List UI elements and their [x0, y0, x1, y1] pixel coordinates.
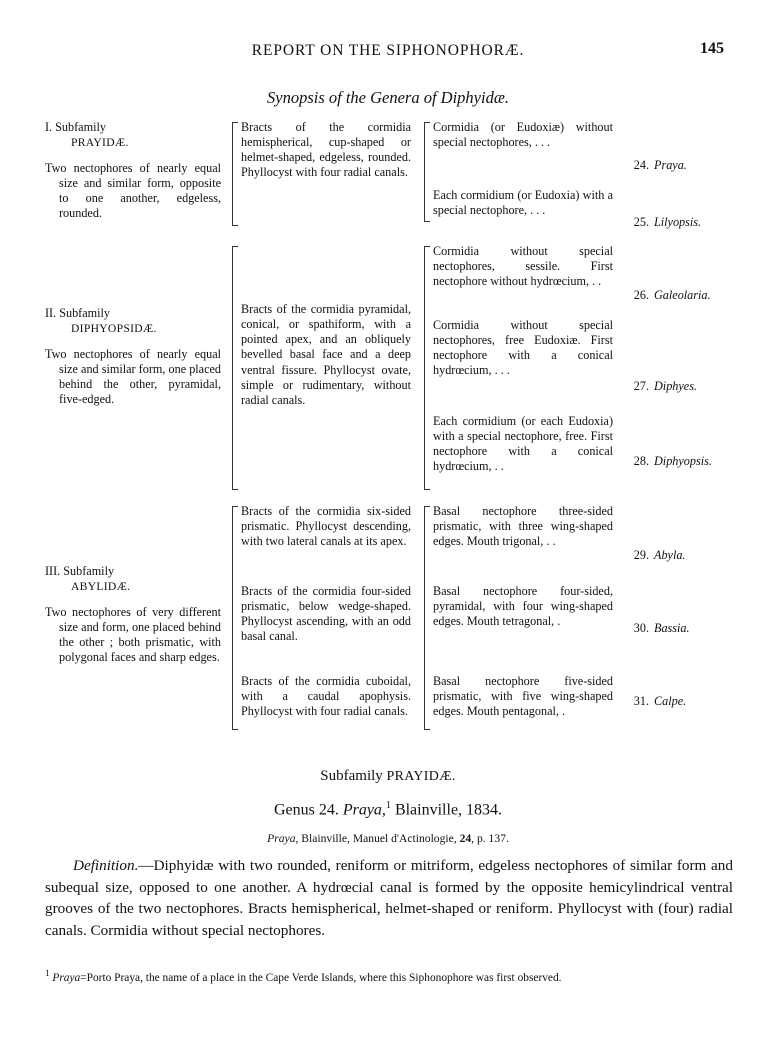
nectophore-text: Each cormidium (or Eudoxia) with a special nectophore, . . . [433, 188, 613, 218]
synopsis-title: Synopsis of the Genera of Diphyidæ. [267, 88, 509, 107]
subfamily-heading-lower [0, 768, 776, 785]
brace-right-rule [424, 246, 425, 490]
bracts-text: Bracts of the cormidia six-sided prismatic. Phyllocyst descending, with two lateral canals at its apex. [241, 504, 411, 549]
brace-left-rule [232, 246, 233, 490]
bracts-text: Bracts of the cormidia cuboidal, with a caudal apophysis. Phyllocyst with four radial canals. [241, 674, 411, 719]
bracts-text: Bracts of the cormidia pyramidal, conical, or spathiform, with a pointed apex, and an obliquely bevelled basal face and a deep ventral fissure. Phyllocyst ovate, simple or rudimentary, without radial canals. [241, 302, 411, 407]
brace-right-rule [424, 122, 425, 222]
bracts-text: Bracts of the cormidia four-sided prismatic, below wedge-shaped. Phyllocyst ascending, with an odd basal canal. [241, 584, 411, 644]
reference-end: , p. 137. [471, 832, 509, 845]
genus-name: Praya. [654, 158, 687, 172]
subfamily-name: DIPHYOPSIDÆ. [71, 322, 157, 336]
genus-number: 29. [633, 548, 649, 562]
genus-heading [0, 800, 776, 819]
nectophore-cell [433, 504, 619, 734]
definition-lead: Definition. [73, 857, 139, 874]
genus-entry [623, 694, 735, 709]
brace-right [419, 120, 433, 238]
running-head: REPORT ON THE SIPHONOPHORÆ. [251, 42, 525, 59]
page-number: 145 [700, 40, 724, 57]
genus-name: Galeolaria. [654, 288, 711, 302]
nectophore-text: Cormidia (or Eudoxiæ) without special nectophores, . . . [433, 120, 613, 150]
genus-entry [623, 288, 735, 303]
brace-left [227, 244, 241, 494]
reference-genus: Praya [267, 832, 296, 845]
subfamily-heading [45, 564, 221, 595]
genus-name: Diphyes. [654, 379, 697, 394]
subfamily-number: III. Subfamily [45, 564, 115, 578]
nectophore-cell [433, 120, 619, 238]
brace-right-rule [424, 506, 425, 730]
nectophore-text: Each cormidium (or each Eudoxia) with a special nectophore, free. First nectophore with a conical hydrœcium, . . [433, 414, 613, 474]
genus-name: Lilyopsis. [654, 215, 702, 230]
subfamily-cell [45, 120, 227, 238]
genus-name: Bassia. [654, 621, 690, 636]
bracts-cell [241, 504, 419, 734]
footnote-mark: 1 [45, 968, 50, 978]
subfamily-heading [45, 120, 221, 151]
genus-heading-prefix: Genus 24. [273, 801, 343, 819]
nectophore-text: Basal nectophore five-sided prismatic, with five wing-shaped edges. Mouth pentagonal, . [433, 674, 613, 719]
reference-rest: , Blainville, Manuel d'Actinologie, [295, 832, 460, 845]
genus-entry [623, 158, 735, 173]
genus-number: 28. [633, 454, 649, 469]
definition-paragraph [45, 855, 733, 941]
synopsis-table [45, 120, 735, 734]
genus-cell [619, 504, 735, 734]
genus-name: Calpe. [654, 694, 687, 709]
bracts-cell [241, 120, 419, 238]
subfamily-cell [45, 244, 227, 494]
nectophore-text: Cormidia without special nectophores, free Eudoxiæ. First nectophore with a conical hydrœcium, . . . [433, 318, 613, 378]
brace-right [419, 504, 433, 734]
subfamily-number: I. Subfamily [45, 120, 106, 134]
genus-number: 25. [633, 215, 649, 230]
subfamily-name: ABYLIDÆ. [71, 580, 131, 594]
footnote-genus: Praya [52, 971, 81, 984]
subfamily-description: Two nectophores of nearly equal size and similar form, one placed behind the other, pyramidal, five-edged. [45, 346, 221, 406]
subfamily-cell [45, 504, 227, 734]
genus-reference [0, 832, 776, 845]
nectophore-text: Cormidia without special nectophores, sessile. First nectophore without hydrœcium, . . [433, 244, 613, 289]
synopsis-group [45, 120, 735, 238]
genus-number: 30. [633, 621, 649, 636]
subfamily-description: Two nectophores of very different size and form, one placed behind the other ; both prismatic, with polygonal faces and sharp edges. [45, 604, 221, 664]
genus-entry [623, 621, 735, 636]
genus-name: Diphyopsis. [654, 454, 712, 469]
genus-cell [619, 244, 735, 494]
brace-left [227, 120, 241, 238]
brace-right [419, 244, 433, 494]
genus-entry [623, 454, 735, 469]
genus-cell [619, 120, 735, 238]
reference-volume: 24 [459, 832, 472, 845]
genus-heading-name: Praya, [342, 801, 386, 819]
nectophore-text: Basal nectophore three-sided prismatic, with three wing-shaped edges. Mouth trigonal, . . [433, 504, 613, 549]
nectophore-text: Basal nectophore four-sided, pyramidal, with four wing-shaped edges. Mouth tetragonal, . [433, 584, 613, 629]
subfamily-description: Two nectophores of nearly equal size and similar form, opposite to one another, edgeless, rounded. [45, 160, 221, 220]
synopsis-group [45, 504, 735, 734]
subfamily-heading-prefix: Subfamily [320, 768, 387, 784]
bracts-text: Bracts of the cormidia hemispherical, cup-shaped or helmet-shaped, edgeless, rounded. Phyllocyst with four radial canals. [241, 120, 411, 180]
genus-name: Abyla. [654, 548, 686, 562]
subfamily-heading-name: PRAYIDÆ. [386, 769, 456, 784]
genus-number: 26. [633, 288, 649, 302]
definition-text: —Diphyidæ with two rounded, reniform or mitriform, edgeless nectophores of similar form and subequal size, opposed to one another. A hydrœcial canal is formed by the opposite hemicylindrical ventral grooves of the two nectophores. Bracts hemispherical, helmet-shaped or reniform. Phyllocyst with (four) radial canals. Cormidia without special nectophores. [45, 857, 733, 939]
genus-heading-suffix: Blainville, 1834. [390, 801, 503, 819]
subfamily-heading [45, 306, 221, 337]
genus-entry [623, 379, 735, 394]
bracts-cell [241, 244, 419, 494]
genus-heading-footnote-mark: 1 [385, 800, 391, 811]
brace-left-rule [232, 122, 233, 226]
footnote [45, 968, 733, 986]
subfamily-number: II. Subfamily [45, 306, 110, 320]
nectophore-cell [433, 244, 619, 494]
footnote-text: =Porto Praya, the name of a place in the Cape Verde Islands, where this Siphonophore was first observed. [80, 971, 562, 984]
genus-number: 24. [633, 158, 649, 172]
genus-entry [623, 215, 735, 230]
genus-number: 27. [633, 379, 649, 394]
genus-number: 31. [633, 694, 649, 709]
genus-entry [623, 548, 735, 563]
subfamily-name: PRAYIDÆ. [71, 136, 129, 150]
brace-left-rule [232, 506, 233, 730]
synopsis-group [45, 244, 735, 494]
brace-left [227, 504, 241, 734]
